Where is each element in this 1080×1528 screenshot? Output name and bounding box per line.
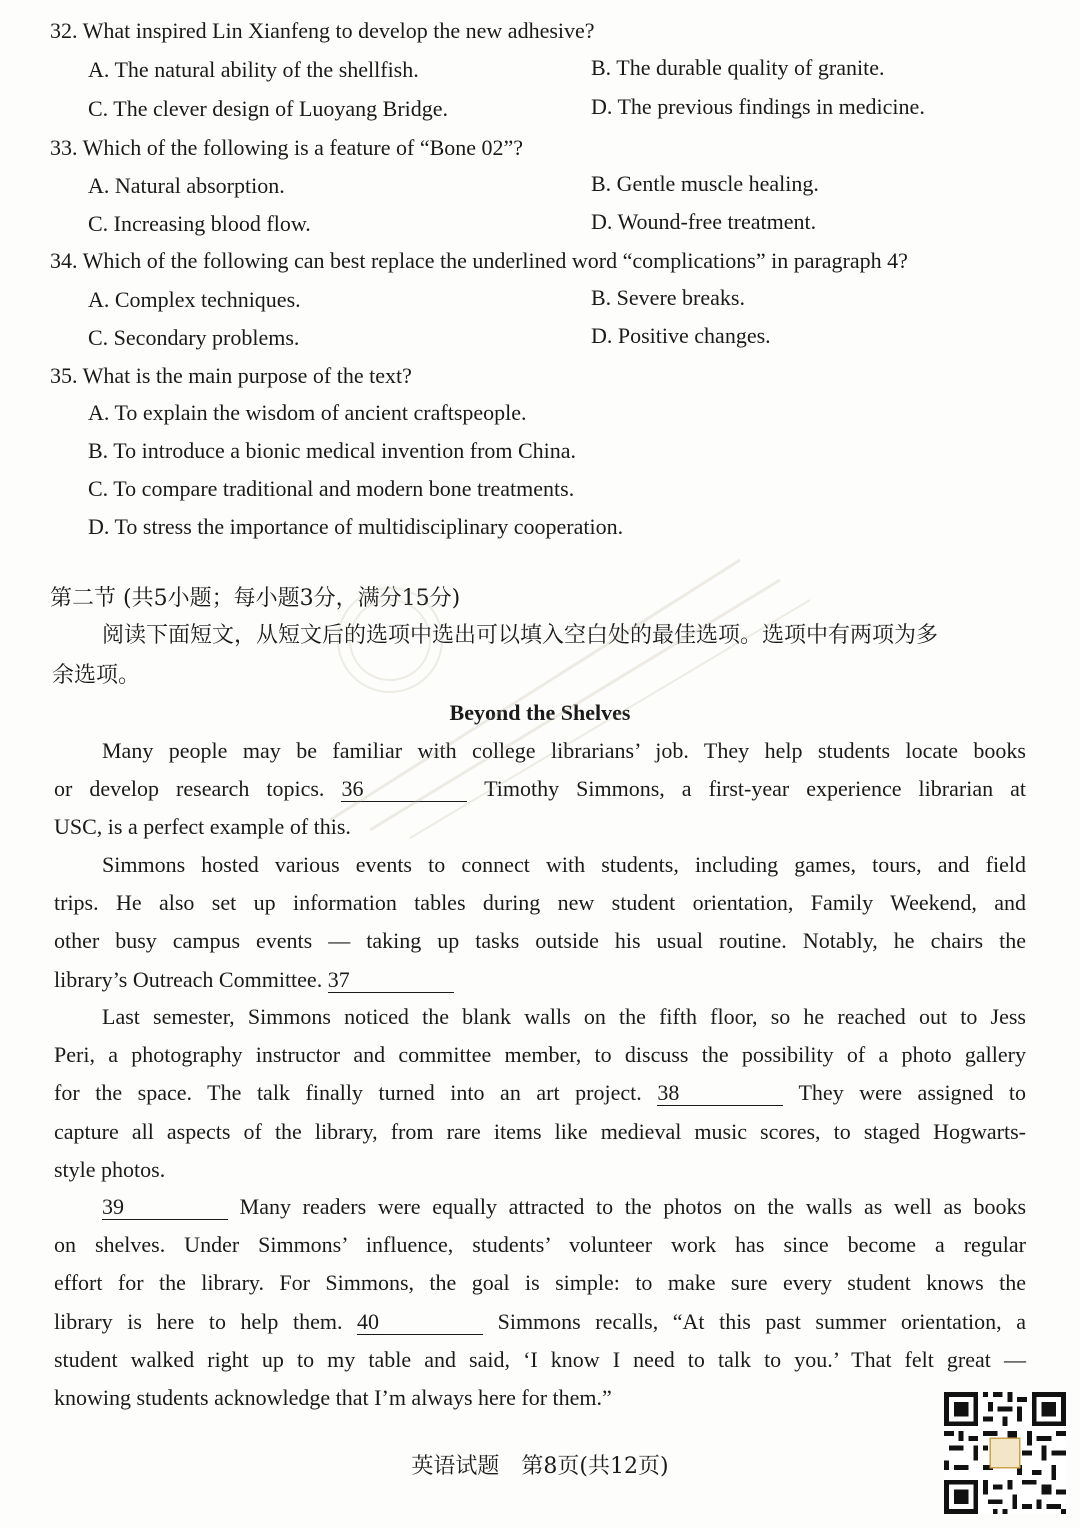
- p4-line-4-text-b: Simmons recalls, “At this past summer orientation, a: [497, 1308, 1026, 1334]
- p3-line-5: style photos.: [54, 1156, 166, 1182]
- q35-option-d: D. To stress the importance of multidisciplinary cooperation.: [88, 514, 624, 539]
- p2-line-1: Simmons hosted various events to connect with students, including games, tours, and field: [102, 852, 1026, 877]
- passage-title: Beyond the Shelves: [449, 700, 631, 725]
- blank-39: 39: [102, 1195, 228, 1220]
- qr-center-logo: [990, 1438, 1019, 1467]
- blank-38: 38: [657, 1081, 783, 1106]
- p1-line-2-text-a: or develop research topics.: [54, 776, 325, 802]
- q34-option-a: A. Complex techniques.: [88, 287, 301, 312]
- paragraph-3: [54, 998, 1026, 1189]
- paragraph-2: [54, 846, 1026, 999]
- p3-line-3: [54, 1074, 1026, 1112]
- p4-line-4: [54, 1303, 1026, 1341]
- q35-option-b: B. To introduce a bionic medical invention from China.: [88, 438, 577, 463]
- p1-line-2: [54, 770, 1026, 808]
- q35-option-a: A. To explain the wisdom of ancient craftspeople.: [88, 400, 527, 425]
- q34-option-c: C. Secondary problems.: [88, 325, 300, 350]
- question-35-stem: 35. What is the main purpose of the text?: [50, 363, 412, 388]
- paragraph-1: [54, 732, 1026, 847]
- p3-line-1: Last semester, Simmons noticed the blank walls on the fifth floor, so he reached out to Jess: [102, 1004, 1026, 1029]
- q35-option-c: C. To compare traditional and modern bone treatments.: [88, 476, 575, 501]
- q32-option-d: D. The previous findings in medicine.: [591, 94, 925, 119]
- question-33-stem: 33. Which of the following is a feature of “Bone 02”?: [50, 135, 524, 160]
- q32-option-a: A. The natural ability of the shellfish.: [88, 57, 419, 82]
- qr-code-icon: [944, 1392, 1066, 1514]
- p4-line-4-text-a: library is here to help them.: [54, 1308, 343, 1334]
- p4-line-6: knowing students acknowledge that I’m always here for them.”: [54, 1384, 612, 1410]
- p4-line-1: [54, 1188, 1026, 1226]
- section-instruction-line1: 阅读下面短文，从短文后的选项中选出可以填入空白处的最佳选项。选项中有两项为多: [102, 623, 939, 648]
- p1-line-3: USC, is a perfect example of this.: [54, 814, 351, 840]
- p4-line-3: effort for the library. For Simmons, the goal is simple: to make sure every student knows the: [54, 1270, 1026, 1296]
- p3-line-2: Peri, a photography instructor and committee member, to discuss the possibility of a photo gallery: [54, 1042, 1026, 1068]
- p2-line-4: [54, 961, 1026, 999]
- p1-line-1: Many people may be familiar with college librarians’ job. They help students locate books: [102, 738, 1026, 763]
- paragraph-4: [54, 1188, 1026, 1417]
- blank-36: 36: [341, 777, 467, 802]
- q33-option-b: B. Gentle muscle healing.: [591, 171, 819, 196]
- q34-option-b: B. Severe breaks.: [591, 285, 745, 310]
- p4-line-2: on shelves. Under Simmons’ influence, students’ volunteer work has since become a regular: [54, 1232, 1026, 1258]
- section-instruction-line2: 余选项。: [52, 663, 141, 688]
- p3-line-3-text-a: for the space. The talk finally turned into an art project.: [54, 1080, 642, 1106]
- q33-option-a: A. Natural absorption.: [88, 173, 285, 198]
- page-footer: 英语试题 第8页(共12页): [411, 1454, 669, 1479]
- q33-option-c: C. Increasing blood flow.: [88, 211, 311, 236]
- question-34-stem: 34. Which of the following can best replace the underlined word “complications” in paragraph 4?: [50, 248, 908, 273]
- blank-40: 40: [357, 1310, 483, 1335]
- p4-line-5: student walked right up to my table and said, ‘I know I need to talk to you.’ That felt great —: [54, 1346, 1026, 1372]
- p4-line-1-text: Many readers were equally attracted to the photos on the walls as well as books: [239, 1194, 1027, 1219]
- p1-line-2-text-b: Timothy Simmons, a first-year experience librarian at: [484, 776, 1026, 802]
- p3-line-4: capture all aspects of the library, from rare items like medieval music scores, to staged Hogwarts-: [54, 1118, 1026, 1144]
- q34-option-d: D. Positive changes.: [591, 323, 771, 348]
- p2-line-3: other busy campus events — taking up tasks outside his usual routine. Notably, he chairs the: [54, 928, 1026, 954]
- section-heading: 第二节 (共5小题；每小题3分，满分15分): [50, 586, 461, 611]
- q32-option-c: C. The clever design of Luoyang Bridge.: [88, 96, 449, 121]
- blank-37: 37: [328, 968, 454, 993]
- question-32-stem: 32. What inspired Lin Xianfeng to develop the new adhesive?: [50, 18, 595, 43]
- q32-option-b: B. The durable quality of granite.: [591, 55, 885, 80]
- p2-line-2: trips. He also set up information tables during new student orientation, Family Weekend, and: [54, 890, 1026, 916]
- q33-option-d: D. Wound-free treatment.: [591, 209, 817, 234]
- p3-line-3-text-b: They were assigned to: [798, 1080, 1027, 1106]
- p2-line-4-text: library’s Outreach Committee.: [54, 966, 323, 992]
